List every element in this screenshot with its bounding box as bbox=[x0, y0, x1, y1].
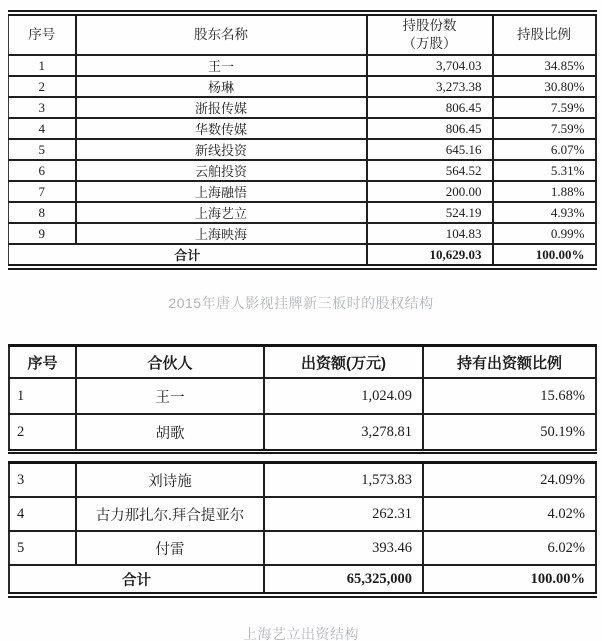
header-seq: 序号 bbox=[9, 346, 76, 379]
seq-cell: 9 bbox=[9, 223, 76, 244]
table-row bbox=[9, 160, 596, 181]
table-row bbox=[9, 223, 596, 244]
seq-cell: 7 bbox=[9, 181, 76, 202]
ratio-cell: 15.68% bbox=[423, 378, 596, 414]
name-cell: 云舶投资 bbox=[76, 160, 367, 181]
shares-cell: 645.16 bbox=[367, 139, 493, 160]
amount-cell: 1,024.09 bbox=[264, 378, 423, 414]
ratio-cell: 24.09% bbox=[423, 463, 596, 498]
ratio-cell: 4.93% bbox=[493, 202, 596, 223]
partner-table-top-section bbox=[8, 344, 597, 454]
amount-cell: 393.46 bbox=[264, 531, 423, 565]
table-row bbox=[9, 55, 596, 76]
total-amount-cell: 65,325,000 bbox=[264, 565, 423, 595]
table-row bbox=[9, 139, 596, 160]
shares-cell: 3,273.38 bbox=[367, 76, 493, 97]
shares-cell: 524.19 bbox=[367, 202, 493, 223]
table-row bbox=[9, 497, 596, 531]
ratio-cell: 30.80% bbox=[493, 76, 596, 97]
table-row bbox=[9, 531, 596, 565]
shareholder-table bbox=[8, 10, 597, 270]
seq-cell: 8 bbox=[9, 202, 76, 223]
seq-cell: 6 bbox=[9, 160, 76, 181]
header-contribution-amount: 出资额(万元) bbox=[264, 346, 423, 379]
total-ratio-cell: 100.00% bbox=[530, 570, 585, 587]
table1-caption: 2015年唐人影视挂牌新三板时的股权结构 bbox=[168, 295, 434, 311]
name-cell: 杨琳 bbox=[76, 76, 367, 97]
shareholder-table-header-row bbox=[9, 13, 596, 55]
shares-cell: 3,704.03 bbox=[367, 55, 493, 76]
ratio-cell: 4.02% bbox=[423, 497, 596, 531]
partner-table-header-row bbox=[9, 346, 596, 379]
header-partner-name: 合伙人 bbox=[76, 346, 264, 379]
amount-cell: 1,573.83 bbox=[264, 463, 423, 498]
seq-cell: 1 bbox=[9, 55, 76, 76]
seq-cell: 5 bbox=[9, 531, 76, 565]
ratio-cell: 5.31% bbox=[493, 160, 596, 181]
total-row bbox=[9, 565, 596, 595]
name-cell: 浙报传媒 bbox=[76, 97, 367, 118]
shares-cell: 564.52 bbox=[367, 160, 493, 181]
shares-cell: 104.83 bbox=[367, 223, 493, 244]
table-row bbox=[9, 202, 596, 223]
shares-cell: 200.00 bbox=[367, 181, 493, 202]
name-cell: 王一 bbox=[76, 378, 264, 414]
header-contribution-ratio: 持有出资额比例 bbox=[423, 346, 596, 379]
total-shares-cell: 10,629.03 bbox=[367, 244, 493, 267]
shares-cell: 806.45 bbox=[367, 97, 493, 118]
seq-cell: 5 bbox=[9, 139, 76, 160]
header-shares-line1: 持股份数 bbox=[402, 18, 457, 34]
name-cell: 上海融悟 bbox=[76, 181, 367, 202]
ratio-cell: 0.99% bbox=[493, 223, 596, 244]
header-shareholder-name: 股东名称 bbox=[76, 13, 367, 55]
seq-cell: 4 bbox=[9, 118, 76, 139]
total-row bbox=[9, 244, 596, 267]
ratio-cell: 7.59% bbox=[493, 118, 596, 139]
partner-table-bottom-section bbox=[8, 461, 597, 598]
ratio-cell: 6.02% bbox=[423, 531, 596, 565]
name-cell: 刘诗施 bbox=[76, 463, 264, 498]
ratio-cell: 34.85% bbox=[493, 55, 596, 76]
ratio-cell: 7.59% bbox=[493, 97, 596, 118]
header-shares-line2: （万股） bbox=[402, 36, 457, 51]
name-cell: 胡歌 bbox=[76, 414, 264, 452]
name-cell: 付雷 bbox=[76, 531, 264, 565]
header-seq: 序号 bbox=[9, 13, 76, 55]
name-cell: 王一 bbox=[76, 55, 367, 76]
name-cell: 上海映海 bbox=[76, 223, 367, 244]
seq-cell: 3 bbox=[9, 97, 76, 118]
amount-cell: 3,278.81 bbox=[264, 414, 423, 452]
seq-cell: 1 bbox=[9, 378, 76, 414]
header-shares-held bbox=[367, 13, 493, 55]
seq-cell: 2 bbox=[9, 76, 76, 97]
amount-cell: 262.31 bbox=[264, 497, 423, 531]
ratio-cell: 6.07% bbox=[493, 139, 596, 160]
total-label-cell: 合计 bbox=[9, 565, 264, 595]
seq-cell: 3 bbox=[9, 463, 76, 498]
table-row bbox=[9, 76, 596, 97]
ratio-cell: 1.88% bbox=[493, 181, 596, 202]
table-row bbox=[9, 378, 596, 414]
table-row bbox=[9, 97, 596, 118]
table-row bbox=[9, 118, 596, 139]
shares-cell: 806.45 bbox=[367, 118, 493, 139]
total-ratio-cell: 100.00% bbox=[535, 246, 585, 262]
total-label-cell: 合计 bbox=[9, 244, 367, 267]
table2-caption: 上海艺立出资结构 bbox=[243, 626, 359, 641]
name-cell: 华数传媒 bbox=[76, 118, 367, 139]
name-cell: 上海艺立 bbox=[76, 202, 367, 223]
header-share-ratio: 持股比例 bbox=[493, 13, 596, 55]
table-row bbox=[9, 181, 596, 202]
table-row bbox=[9, 463, 596, 498]
name-cell: 古力那扎尔.拜合提亚尔 bbox=[76, 497, 264, 531]
ratio-cell: 50.19% bbox=[540, 423, 585, 440]
name-cell: 新线投资 bbox=[76, 139, 367, 160]
seq-cell: 2 bbox=[9, 414, 76, 452]
seq-cell: 4 bbox=[9, 497, 76, 531]
table-row bbox=[9, 414, 596, 452]
